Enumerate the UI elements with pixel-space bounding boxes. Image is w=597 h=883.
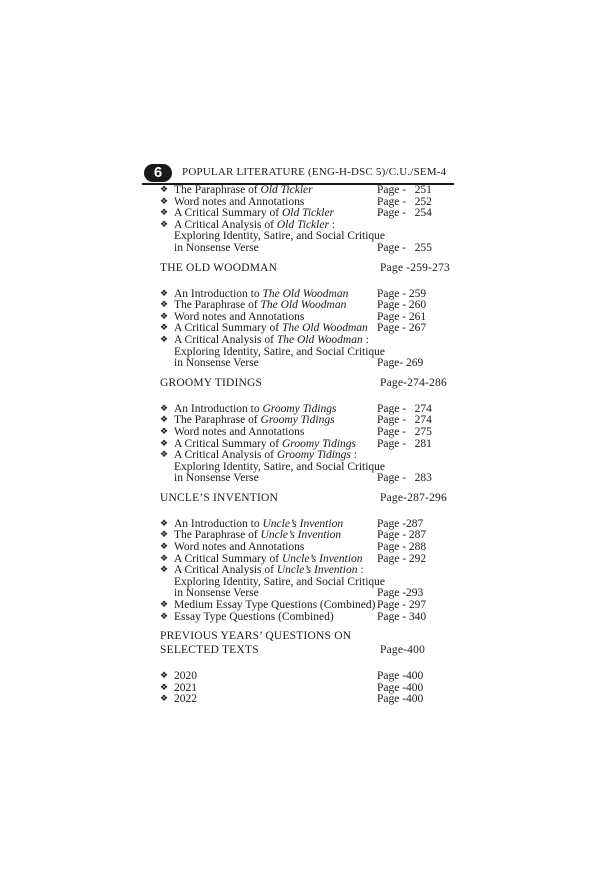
toc-entry-text xyxy=(174,612,334,624)
entry-text: A Critical Summary of xyxy=(174,207,282,220)
work-title: Groomy Tidings xyxy=(281,437,356,450)
page-reference: Page -287 xyxy=(377,517,424,530)
entry-text: The Paraphrase of xyxy=(174,184,261,196)
page-reference: Page - 252 xyxy=(377,195,432,208)
section-title: PREVIOUS YEARS’ QUESTIONS ON xyxy=(160,630,352,643)
entry-text: 2022 xyxy=(174,693,197,706)
diamond-bullet-icon: ❖ xyxy=(160,403,169,414)
entry-text: in Nonsense Verse xyxy=(174,587,259,600)
page-reference: Page - 283 xyxy=(377,472,432,485)
entry-text: in Nonsense Verse xyxy=(174,472,259,485)
entry-text-suffix: : xyxy=(362,333,369,346)
page-reference: Page - 275 xyxy=(377,425,432,438)
page-reference: Page - 267 xyxy=(377,322,427,335)
entry-text: in Nonsense Verse xyxy=(174,357,259,370)
page-reference: Page - 260 xyxy=(377,299,427,312)
page-reference: Page - 274 xyxy=(377,402,432,415)
work-title: Groomy Tidings xyxy=(260,414,335,427)
section-title: GROOMY TIDINGS xyxy=(160,376,263,389)
toc-group-old-tickler xyxy=(160,185,460,255)
entry-text: A Critical Analysis of xyxy=(174,333,277,346)
entry-text: Word notes and Annotations xyxy=(174,425,305,438)
page-reference: Page - 281 xyxy=(377,437,432,450)
entry-text: A Critical Summary of xyxy=(174,437,282,450)
toc-group-old-woodman xyxy=(160,289,460,370)
entry-text: The Paraphrase of xyxy=(174,529,261,542)
section-heading-previous-years-line2 xyxy=(160,643,460,657)
diamond-bullet-icon: ❖ xyxy=(160,185,169,195)
entry-text: A Critical Analysis of xyxy=(174,218,277,231)
diamond-bullet-icon: ❖ xyxy=(160,196,169,207)
entry-text: Word notes and Annotations xyxy=(174,541,305,554)
section-page-range: Page-287-296 xyxy=(380,491,447,504)
diamond-bullet-icon: ❖ xyxy=(160,694,169,705)
page-reference: Page -400 xyxy=(377,670,424,683)
page-reference: Page - 255 xyxy=(377,241,432,254)
diamond-bullet-icon: ❖ xyxy=(160,542,169,553)
section-page-range: Page -259-273 xyxy=(380,261,450,274)
toc-group-uncles-invention xyxy=(160,519,460,623)
toc-entry-continuation xyxy=(160,358,460,370)
page-reference: Page -400 xyxy=(377,681,424,694)
work-title: The Old Woodman xyxy=(276,333,363,346)
diamond-bullet-icon: ❖ xyxy=(160,611,169,622)
toc-entry-text xyxy=(174,473,259,485)
entry-text: Exploring Identity, Satire, and Social Critique xyxy=(174,575,386,588)
section-page-range: Page-274-286 xyxy=(380,376,447,389)
work-title: Old Tickler xyxy=(281,207,335,220)
toc-group-groomy-tidings xyxy=(160,404,460,485)
diamond-bullet-icon: ❖ xyxy=(160,426,169,437)
page-reference: Page - 251 xyxy=(377,184,432,196)
section-heading-previous-years xyxy=(160,629,460,643)
section-page-range: Page-400 xyxy=(380,644,426,657)
entry-text: A Critical Summary of xyxy=(174,322,282,335)
entry-text: Essay Type Questions (Combined) xyxy=(174,610,334,623)
diamond-bullet-icon: ❖ xyxy=(160,553,169,564)
entry-text: Exploring Identity, Satire, and Social Critique xyxy=(174,230,386,243)
toc-entry-continuation xyxy=(160,243,460,255)
entry-text: in Nonsense Verse xyxy=(174,241,259,254)
page-reference: Page - 288 xyxy=(377,541,427,554)
diamond-bullet-icon: ❖ xyxy=(160,300,169,311)
diamond-bullet-icon: ❖ xyxy=(160,518,169,529)
section-title: SELECTED TEXTS xyxy=(160,644,259,657)
toc-group-previous-years xyxy=(160,671,460,706)
entry-text: Word notes and Annotations xyxy=(174,195,305,208)
entry-text: A Critical Summary of xyxy=(174,552,282,565)
diamond-bullet-icon: ❖ xyxy=(160,530,169,541)
entry-text: An Introduction to xyxy=(174,287,263,300)
entry-text: The Paraphrase of xyxy=(174,299,261,312)
entry-text: Word notes and Annotations xyxy=(174,310,305,323)
page-reference: Page -293 xyxy=(377,587,424,600)
toc-entry xyxy=(160,612,460,624)
work-title: Old Tickler xyxy=(276,218,329,231)
toc-entry-text xyxy=(174,358,259,370)
running-header-title: POPULAR LITERATURE (ENG-H-DSC 5)/C.U./SEM-4 xyxy=(182,166,447,178)
diamond-bullet-icon: ❖ xyxy=(160,600,169,611)
page-reference: Page -400 xyxy=(377,693,424,706)
entry-text: Medium Essay Type Questions (Combined) xyxy=(174,599,376,612)
entry-text: 2020 xyxy=(174,670,197,683)
page-reference: Page - 287 xyxy=(377,529,427,542)
section-heading-uncles-invention xyxy=(160,491,460,505)
diamond-bullet-icon: ❖ xyxy=(160,415,169,426)
toc-entry-text xyxy=(174,243,259,255)
page-reference: Page - 274 xyxy=(377,414,432,427)
page-reference: Page - 297 xyxy=(377,599,427,612)
work-title: The Old Woodman xyxy=(260,299,347,312)
page-reference: Page - 340 xyxy=(377,610,427,623)
diamond-bullet-icon: ❖ xyxy=(160,682,169,693)
toc-entry-text xyxy=(174,694,197,706)
page-reference: Page- 269 xyxy=(377,357,424,370)
section-heading-groomy-tidings xyxy=(160,376,460,390)
page-reference: Page - 254 xyxy=(377,207,432,220)
work-title: Uncle’s Invention xyxy=(262,517,344,530)
section-heading-old-woodman xyxy=(160,261,460,275)
work-title: Uncle’s Invention xyxy=(276,564,358,577)
diamond-bullet-icon: ❖ xyxy=(160,438,169,449)
page-reference: Page - 259 xyxy=(377,287,427,300)
page-number-badge: 6 xyxy=(144,164,172,182)
entry-text-suffix: : xyxy=(350,449,357,462)
section-title: UNCLE’S INVENTION xyxy=(160,491,279,504)
diamond-bullet-icon: ❖ xyxy=(160,565,169,576)
diamond-bullet-icon: ❖ xyxy=(160,450,169,461)
entry-text: An Introduction to xyxy=(174,517,263,530)
diamond-bullet-icon: ❖ xyxy=(160,208,169,219)
entry-text-suffix: : xyxy=(328,218,336,231)
diamond-bullet-icon: ❖ xyxy=(160,334,169,345)
entry-text: 2021 xyxy=(174,681,197,694)
section-title: THE OLD WOODMAN xyxy=(160,261,278,274)
work-title: Groomy Tidings xyxy=(262,402,337,415)
table-of-contents xyxy=(160,185,460,706)
diamond-bullet-icon: ❖ xyxy=(160,671,169,682)
diamond-bullet-icon: ❖ xyxy=(160,323,169,334)
diamond-bullet-icon: ❖ xyxy=(160,219,169,230)
entry-text: An Introduction to xyxy=(174,402,263,415)
diamond-bullet-icon: ❖ xyxy=(160,288,169,299)
work-title: Uncle’s Invention xyxy=(260,529,342,542)
entry-text-suffix: : xyxy=(357,564,364,577)
work-title: Uncle’s Invention xyxy=(281,552,363,565)
entry-text: Exploring Identity, Satire, and Social Critique xyxy=(174,460,386,473)
page-reference: Page - 292 xyxy=(377,552,427,565)
work-title: Groomy Tidings xyxy=(276,449,351,462)
page-header xyxy=(142,164,454,184)
work-title: Old Tickler xyxy=(260,184,313,196)
diamond-bullet-icon: ❖ xyxy=(160,311,169,322)
toc-entry-continuation xyxy=(160,473,460,485)
entry-text: Exploring Identity, Satire, and Social Critique xyxy=(174,345,386,358)
work-title: The Old Woodman xyxy=(262,287,349,300)
entry-text: A Critical Analysis of xyxy=(174,449,277,462)
toc-entry xyxy=(160,694,460,706)
work-title: The Old Woodman xyxy=(281,322,368,335)
page-reference: Page - 261 xyxy=(377,310,427,323)
entry-text: A Critical Analysis of xyxy=(174,564,277,577)
entry-text: The Paraphrase of xyxy=(174,414,261,427)
